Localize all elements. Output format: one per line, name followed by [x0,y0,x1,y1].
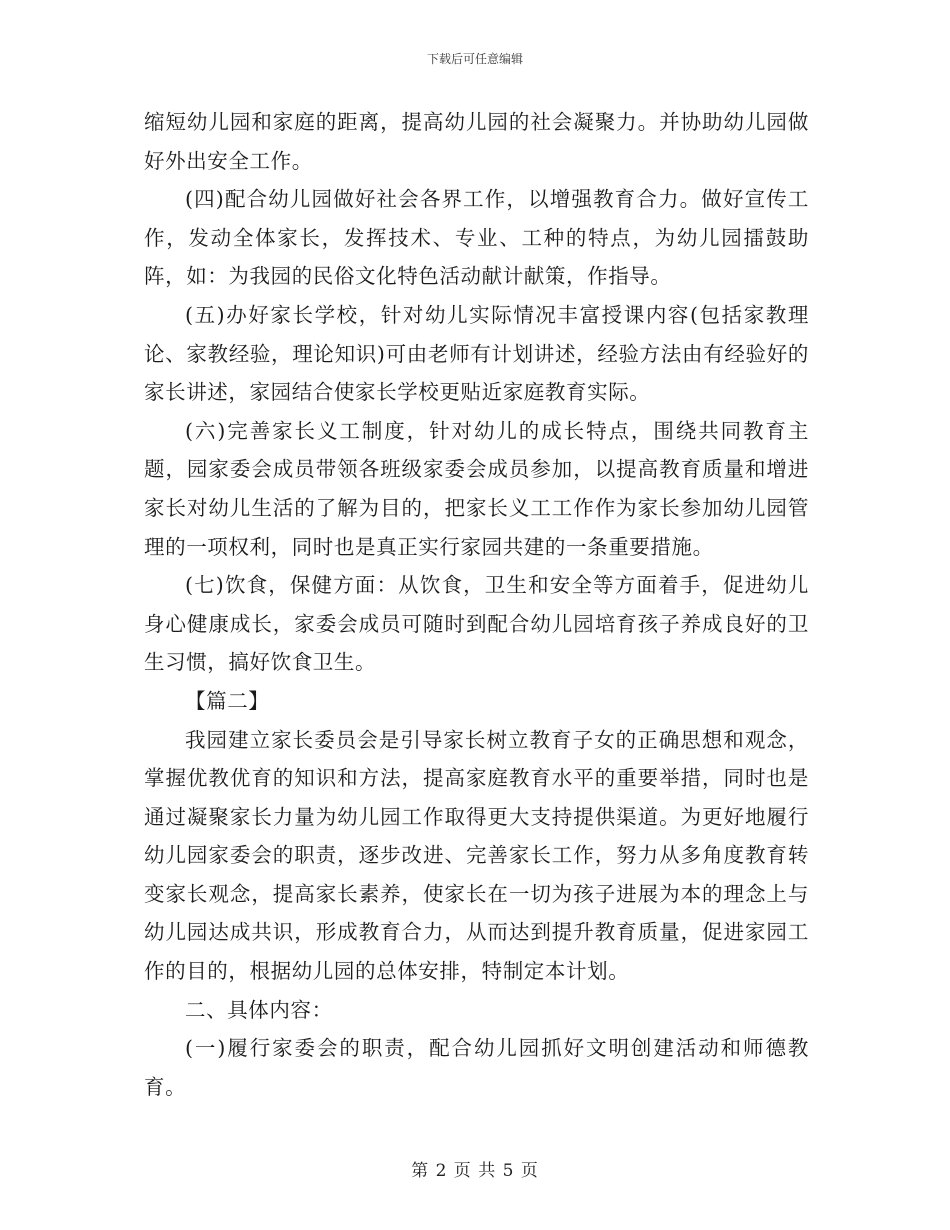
paragraph: (七)饮食，保健方面：从饮食，卫生和安全等方面着手，促进幼儿身心健康成长，家委会成员可随时到配合幼儿园培育孩子养成良好的卫生习惯，搞好饮食卫生。 [144,573,809,675]
paragraph: (六)完善家长义工制度，针对幼儿的成长特点，围绕共同教育主题，园家委会成员带领各班级家委会成员参加，以提高教育质量和增进家长对幼儿生活的了解为目的，把家长义工工作作为家长参加幼儿园管理的一项权利，同时也是真正实行家园共建的一条重要措施。 [144,418,809,559]
page-header: 下载后可任意编辑 [426,52,523,66]
paragraph: (一)履行家委会的职责，配合幼儿园抓好文明创建活动和师德教育。 [144,1036,809,1099]
paragraph: (五)办好家长学校，针对幼儿实际情况丰富授课内容(包括家教理论、家教经验，理论知识)可由老师有计划讲述，经验方法由有经验好的家长讲述，家园结合使家长学校更贴近家庭教育实际。 [144,302,809,405]
paragraph: 我园建立家长委员会是引导家长树立教育子女的正确思想和观念，掌握优教优育的知识和方法，提高家庭教育水平的重要举措，同时也是通过凝聚家长力量为幼儿园工作取得更大支持提供渠道。为更好地履行幼儿园家委会的职责，逐步改进、完善家长工作，努力从多角度教育转变家长观念，提高家长素养，使家长在一切为孩子进展为本的理念上与幼儿园达成共识，形成教育合力，从而达到提升教育质量，促进家园工作的目的，根据幼儿园的总体安排，特制定本计划。 [144,727,809,984]
subsection-heading: 二、具体内容： [185,997,333,1022]
page-number: 第 2 页 共 5 页 [411,1161,539,1181]
paragraph: (四)配合幼儿园做好社会各界工作，以增强教育合力。做好宣传工作，发动全体家长，发挥技术、专业、工种的特点，为幼儿园擂鼓助阵，如：为我园的民俗文化特色活动献计献策，作指导。 [144,187,809,289]
document-body [144,103,809,1106]
paragraph: 缩短幼儿园和家庭的距离，提高幼儿园的社会凝聚力。并协助幼儿园做好外出安全工作。 [144,110,809,173]
section-heading: 【篇二】 [185,688,270,713]
